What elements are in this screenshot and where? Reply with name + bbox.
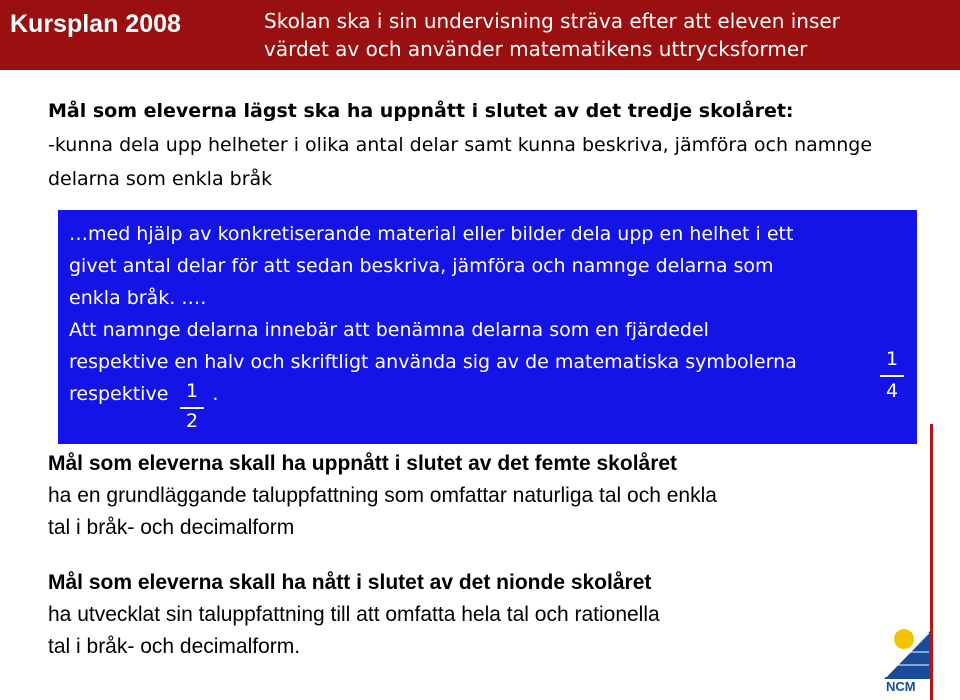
box-line-6 <box>69 378 797 410</box>
section-grade9-line2: tal i bråk- och decimalform. <box>48 635 301 658</box>
ncm-logo-text: NCM <box>886 679 916 694</box>
ncm-logo <box>880 625 932 695</box>
box-line-4: Att namnge delarna innebär att benämna delarna som en fjärdedel <box>69 319 709 341</box>
box-line-5: respektive en halv och skriftligt använda sig av de matematiska symbolerna <box>69 351 797 373</box>
box-line-6-text: respektive <box>69 383 169 405</box>
section-grade3 <box>48 94 872 196</box>
section-grade5-heading: Mål som eleverna skall ha uppnått i slutet av det femte skolåret <box>48 452 678 475</box>
fraction-half-numerator: 1 <box>185 380 199 402</box>
section-grade5 <box>48 448 717 544</box>
fraction-quarter-bar <box>880 375 904 377</box>
fraction-quarter-denominator: 4 <box>885 380 899 402</box>
box-line-3: enkla bråk. …. <box>69 287 207 309</box>
fraction-quarter-numerator: 1 <box>885 348 899 370</box>
section-grade9-heading: Mål som eleverna skall ha nått i slutet av det nionde skolåret <box>48 571 652 594</box>
section-grade3-heading: Mål som eleverna lägst ska ha uppnått i slutet av det tredje skolåret: <box>48 100 794 122</box>
box-line-6-period: . <box>212 383 219 405</box>
section-grade9 <box>48 567 660 663</box>
highlight-box <box>58 210 917 444</box>
highlight-box-text <box>69 218 797 410</box>
header-subtitle: Skolan ska i sin undervisning sträva efter att eleven inser värdet av och använder matematikens uttrycksformer <box>264 9 840 61</box>
section-grade9-line1: ha utvecklat sin taluppfattning till att omfatta hela tal och rationella <box>48 603 660 626</box>
box-line-2: givet antal delar för att sedan beskriva, jämföra och namnge delarna som <box>69 255 774 277</box>
fraction-half-denominator: 2 <box>185 410 199 432</box>
header-bar <box>0 0 960 70</box>
box-line-1: …med hjälp av konkretiserande material eller bilder dela upp en helhet i ett <box>69 223 794 245</box>
page-title: Kursplan 2008 <box>10 10 181 38</box>
section-grade3-line2: delarna som enkla bråk <box>48 168 273 190</box>
section-grade5-line1: ha en grundläggande taluppfattning som omfattar naturliga tal och enkla <box>48 484 717 507</box>
section-grade3-line1: -kunna dela upp helheter i olika antal delar samt kunna beskriva, jämföra och namnge <box>48 134 873 156</box>
section-grade5-line2: tal i bråk- och decimalform <box>48 516 295 539</box>
fraction-half-bar <box>180 407 204 409</box>
